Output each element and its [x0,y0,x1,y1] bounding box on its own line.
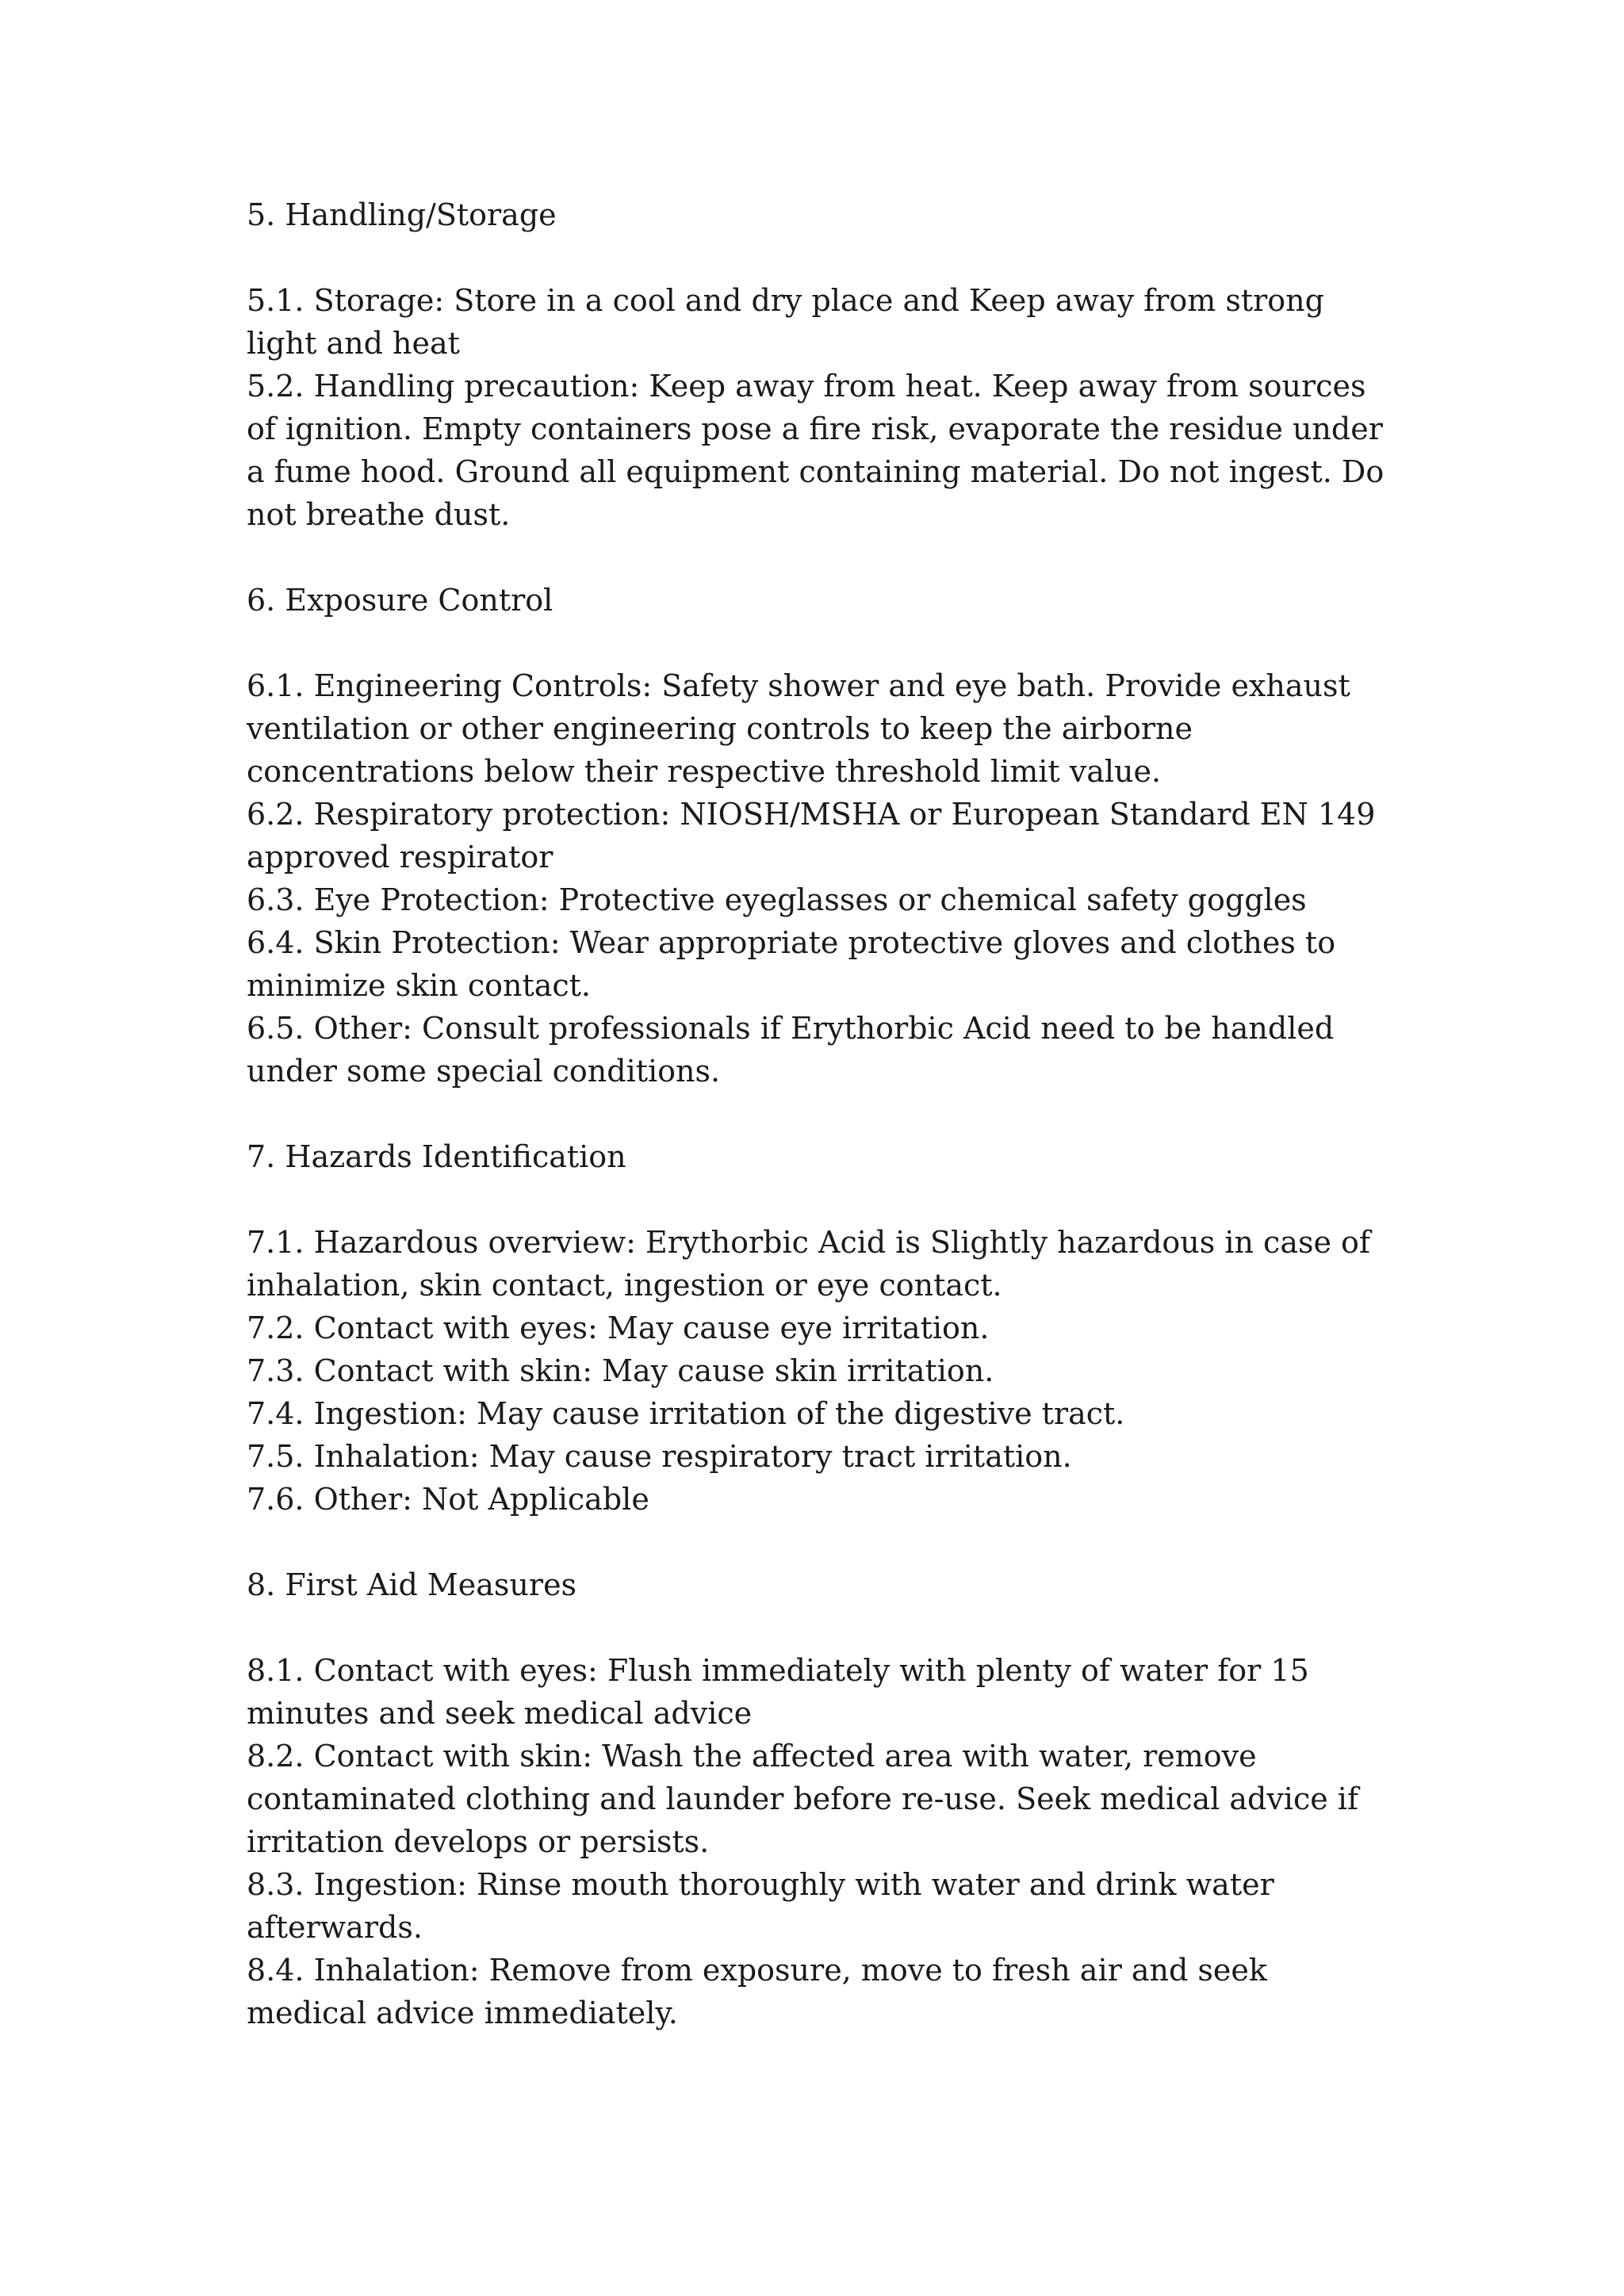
section-exposure-control [247,579,1396,1093]
section-heading: 6. Exposure Control [247,583,553,618]
paragraph-7-4: 7.4. Ingestion: May cause irritation of the digestive tract. [247,1396,1125,1431]
paragraph-7-6: 7.6. Other: Not Applicable [247,1482,649,1517]
paragraph-7-5: 7.5. Inhalation: May cause respiratory tract irritation. [247,1439,1072,1474]
paragraph-6-2: 6.2. Respiratory protection: NIOSH/MSHA or European Standard EN 149 approved respirator [247,797,1376,874]
section-heading: 8. First Aid Measures [247,1567,577,1602]
paragraph-7-3: 7.3. Contact with skin: May cause skin irritation. [247,1353,994,1388]
section-heading: 7. Hazards Identification [247,1139,626,1174]
paragraph-8-3: 8.3. Ingestion: Rinse mouth thoroughly with water and drink water afterwards. [247,1867,1274,1945]
section-hazards-identification [247,1135,1396,1521]
paragraph-8-1: 8.1. Contact with eyes: Flush immediately with plenty of water for 15 minutes and seek medical advice [247,1653,1309,1731]
paragraph-7-2: 7.2. Contact with eyes: May cause eye irritation. [247,1311,990,1345]
paragraph-8-2: 8.2. Contact with skin: Wash the affected area with water, remove contaminated clothing and launder before re-use. Seek medical advice if irritation develops or persists. [247,1739,1359,1859]
paragraph-6-4: 6.4. Skin Protection: Wear appropriate protective gloves and clothes to minimize skin contact. [247,925,1336,1003]
paragraph-8-4: 8.4. Inhalation: Remove from exposure, move to fresh air and seek medical advice immediately. [247,1953,1267,2030]
document-page [247,193,1396,2077]
paragraph-5-1: 5.1. Storage: Store in a cool and dry place and Keep away from strong light and heat [247,283,1324,361]
paragraph-6-3: 6.3. Eye Protection: Protective eyeglasses or chemical safety goggles [247,882,1307,917]
section-first-aid-measures [247,1563,1396,2034]
paragraph-6-1: 6.1. Engineering Controls: Safety shower and eye bath. Provide exhaust ventilation or other engineering controls to keep the airborne concentrations below their respective threshold limit value. [247,668,1350,789]
paragraph-7-1: 7.1. Hazardous overview: Erythorbic Acid is Slightly hazardous in case of inhalation, skin contact, ingestion or eye contact. [247,1225,1371,1303]
section-handling-storage [247,193,1396,536]
paragraph-5-2: 5.2. Handling precaution: Keep away from heat. Keep away from sources of ignition. Empty containers pose a fire risk, evaporate the residue under a fume hood. Ground all equipment containing material. Do not ingest. Do not breathe dust. [247,369,1385,532]
section-heading: 5. Handling/Storage [247,197,557,232]
paragraph-6-5: 6.5. Other: Consult professionals if Erythorbic Acid need to be handled under some special conditions. [247,1011,1335,1089]
